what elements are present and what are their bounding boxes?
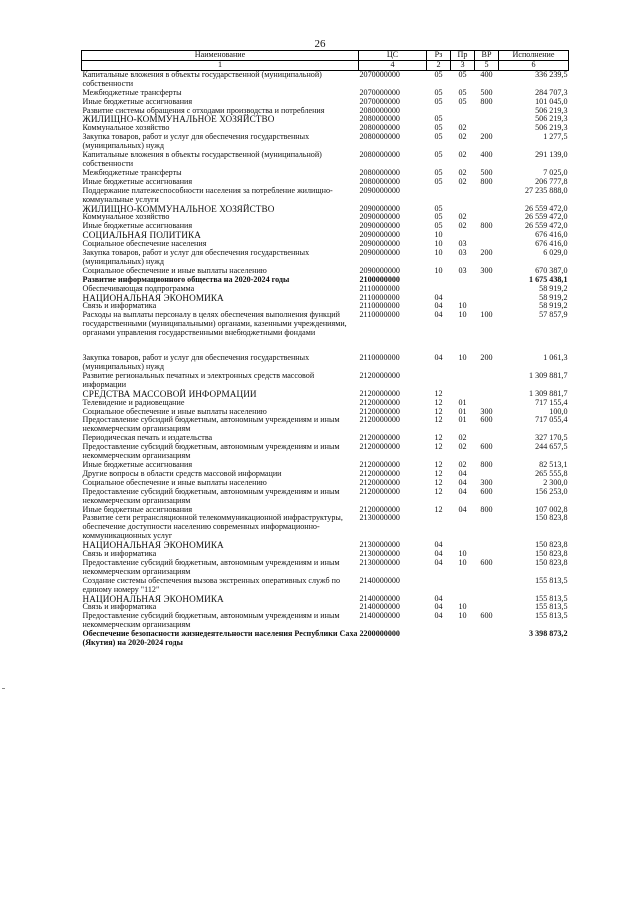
row-pr — [451, 372, 475, 390]
column-index-amount: 6 — [499, 61, 569, 71]
row-pr — [451, 514, 475, 541]
row-name: Расходы на выплаты персоналу в целях обеспечения выполнения функций государственными (муниципальными) органами, казенными учреждениями, органами управления государственными внебюджетными фондами — [82, 310, 347, 338]
row-name: Предоставление субсидий бюджетным, автономным учреждениям и иным некоммерческим организациям — [82, 557, 340, 576]
row-code: 2090000000 — [359, 239, 400, 249]
row-code: 2120000000 — [359, 504, 400, 514]
row-amount: 717 055,4 — [535, 415, 568, 425]
row-code: 2120000000 — [359, 406, 400, 416]
row-pr: 02 — [458, 221, 467, 231]
row-name: Развитие информационного общества на 2020-2024 годы — [82, 274, 290, 284]
row-spacer-cell — [82, 338, 569, 354]
row-amount: 676 416,0 — [535, 230, 568, 240]
row-name: Коммунальное хозяйство — [82, 123, 170, 133]
row-pr: 03 — [458, 239, 467, 249]
row-code: 2140000000 — [359, 602, 400, 612]
row-code: 2080000000 — [359, 150, 400, 160]
column-index-pr: 3 — [451, 61, 475, 71]
row-name: Коммунальное хозяйство — [82, 212, 170, 222]
row-pr: 10 — [458, 602, 467, 612]
row-code: 2070000000 — [359, 87, 400, 97]
row-pr: 02 — [458, 433, 467, 443]
column-header-name: Наименование — [82, 51, 359, 61]
row-rz: 04 — [434, 611, 443, 621]
row-pr: 02 — [458, 167, 467, 177]
row-vr — [475, 595, 499, 604]
row-pr: 01 — [458, 397, 467, 407]
row-amount: 676 416,0 — [535, 239, 568, 249]
row-rz: 12 — [434, 442, 443, 452]
row-amount: 327 170,5 — [535, 433, 568, 443]
row-name: Социальное обеспечение населения — [82, 239, 207, 249]
table-row — [82, 249, 569, 267]
row-amount: 1 309 881,7 — [529, 370, 568, 380]
column-index-rz: 2 — [427, 61, 451, 71]
row-amount: 2 300,0 — [543, 477, 568, 487]
row-rz: 05 — [434, 221, 443, 231]
row-code: 2090000000 — [359, 185, 400, 195]
row-vr — [475, 294, 499, 303]
row-rz: 05 — [434, 69, 443, 79]
row-vr: 600 — [480, 442, 493, 452]
row-rz — [427, 630, 451, 648]
row-name: Обеспечение безопасности жизнедеятельности населения Республики Саха (Якутия) на 2020-2024 годы — [82, 629, 358, 648]
row-code: 2120000000 — [359, 459, 400, 469]
row-amount: 57 857,9 — [539, 310, 568, 320]
column-index-code: 4 — [359, 61, 427, 71]
row-vr: 300 — [480, 477, 493, 487]
row-pr: 02 — [458, 212, 467, 222]
column-header-pr: Пр — [451, 51, 475, 61]
row-amount: 1 277,5 — [543, 132, 568, 142]
row-name: Капитальные вложения в объекты государственной (муниципальной) собственности — [82, 150, 322, 168]
row-amount: 150 823,8 — [535, 513, 568, 523]
row-amount: 58 919,2 — [539, 292, 568, 302]
row-pr: 02 — [458, 123, 467, 133]
row-rz: 12 — [434, 397, 443, 407]
row-rz: 04 — [434, 593, 443, 603]
row-rz: 12 — [434, 415, 443, 425]
row-amount: 670 387,0 — [535, 265, 568, 275]
row-name: НАЦИОНАЛЬНАЯ ЭКОНОМИКА — [82, 593, 224, 604]
table-row — [82, 612, 569, 630]
row-pr: 03 — [458, 248, 467, 258]
table-row — [82, 488, 569, 506]
row-rz: 05 — [434, 96, 443, 106]
row-pr — [451, 630, 475, 648]
row-vr: 800 — [480, 176, 493, 186]
row-pr: 04 — [458, 477, 467, 487]
row-code: 2120000000 — [359, 477, 400, 487]
row-code: 2140000000 — [359, 611, 400, 621]
row-amount: 26 559 472,0 — [525, 203, 568, 213]
row-name: Закупка товаров, работ и услуг для обеспечения государственных (муниципальных) нужд — [82, 353, 310, 371]
row-name: Предоставление субсидий бюджетным, автономным учреждениям и иным некоммерческим организациям — [82, 415, 340, 434]
row-amount: 150 823,8 — [535, 557, 568, 567]
row-amount: 156 253,0 — [535, 486, 568, 496]
row-code: 2080000000 — [359, 176, 400, 186]
row-rz: 05 — [434, 176, 443, 186]
row-amount: 7 025,0 — [543, 167, 568, 177]
row-code: 2090000000 — [359, 230, 400, 240]
row-amount: 244 657,5 — [535, 442, 568, 452]
row-vr: 600 — [480, 611, 493, 621]
row-vr: 200 — [480, 248, 493, 258]
row-pr — [451, 187, 475, 205]
row-vr — [475, 285, 499, 294]
row-pr: 10 — [458, 611, 467, 621]
row-pr — [451, 107, 475, 116]
row-name: Предоставление субсидий бюджетным, автономным учреждениям и иным некоммерческим организациям — [82, 611, 340, 630]
row-pr: 03 — [458, 265, 467, 275]
row-rz: 04 — [434, 310, 443, 320]
row-code: 2090000000 — [359, 265, 400, 275]
row-pr: 02 — [458, 459, 467, 469]
table-row — [82, 311, 569, 338]
table-row — [82, 559, 569, 577]
table-index-row — [82, 61, 569, 71]
row-code: 2090000000 — [359, 203, 400, 213]
row-code: 2080000000 — [359, 114, 400, 124]
row-code: 2120000000 — [359, 388, 400, 398]
row-name: Обеспечивающая подпрограмма — [82, 283, 195, 293]
row-amount: 155 813,5 — [535, 602, 568, 612]
row-pr: 10 — [458, 310, 467, 320]
row-vr: 200 — [480, 132, 493, 142]
row-amount: 150 823,8 — [535, 549, 568, 559]
row-pr — [451, 577, 475, 595]
column-index-vr: 5 — [475, 61, 499, 71]
column-header-rz: Рз — [427, 51, 451, 61]
row-code: 2080000000 — [359, 132, 400, 142]
row-name: Поддержание платежеспособности населения за потребление жилищно-коммунальные услуги — [82, 185, 333, 204]
row-rz: 04 — [434, 292, 443, 302]
row-pr: 05 — [458, 69, 467, 79]
row-pr: 05 — [458, 96, 467, 106]
row-code: 2130000000 — [359, 513, 400, 523]
row-amount: 26 559 472,0 — [525, 212, 568, 222]
row-name: Закупка товаров, работ и услуг для обеспечения государственных (муниципальных) нужд — [82, 248, 310, 266]
row-code: 2070000000 — [359, 96, 400, 106]
row-pr: 01 — [458, 415, 467, 425]
row-amount: 1 061,3 — [543, 353, 568, 363]
row-code: 2110000000 — [359, 292, 400, 302]
row-pr: 02 — [458, 132, 467, 142]
row-name: Социальное обеспечение и иные выплаты населению — [82, 406, 267, 416]
row-name: Закупка товаров, работ и услуг для обеспечения государственных (муниципальных) нужд — [82, 132, 310, 151]
row-name: НАЦИОНАЛЬНАЯ ЭКОНОМИКА — [82, 292, 224, 303]
row-amount: 27 235 888,0 — [525, 185, 568, 195]
row-code: 2110000000 — [359, 283, 400, 293]
row-name: Предоставление субсидий бюджетным, автономным учреждениям и иным некоммерческим организациям — [82, 486, 340, 505]
row-code: 2090000000 — [359, 221, 400, 231]
row-code: 2100000000 — [359, 274, 400, 284]
row-pr: 04 — [458, 486, 467, 496]
row-code: 2120000000 — [359, 370, 400, 380]
row-name: Капитальные вложения в объекты государственной (муниципальной) собственности — [82, 69, 322, 88]
row-name: Развитие системы обращения с отходами производства и потребления — [82, 105, 325, 115]
row-code: 2110000000 — [359, 301, 400, 311]
row-name: Иные бюджетные ассигнования — [82, 96, 193, 106]
row-amount: 58 919,2 — [539, 301, 568, 311]
row-amount: 82 513,1 — [539, 459, 568, 469]
row-name: Межбюджетные трансферты — [82, 167, 182, 177]
row-name: СОЦИАЛЬНАЯ ПОЛИТИКА — [82, 230, 201, 241]
row-rz: 12 — [434, 477, 443, 487]
row-vr — [475, 372, 499, 390]
table-row — [82, 151, 569, 169]
row-amount: 336 239,5 — [535, 69, 568, 79]
row-amount: 206 777,8 — [535, 176, 568, 186]
row-amount: 291 139,0 — [535, 150, 568, 160]
row-amount: 100,0 — [549, 406, 568, 416]
row-amount: 506 219,3 — [535, 123, 568, 133]
row-rz: 12 — [434, 433, 443, 443]
table-body — [82, 70, 569, 648]
row-code: 2070000000 — [359, 69, 400, 79]
row-pr: 10 — [458, 353, 467, 363]
table-row — [82, 577, 569, 595]
row-vr — [475, 205, 499, 214]
row-code: 2200000000 — [359, 629, 400, 639]
row-pr: 05 — [458, 87, 467, 97]
row-pr: 10 — [458, 549, 467, 559]
row-rz — [427, 187, 451, 205]
row-amount: 506 219,3 — [535, 114, 568, 124]
row-vr — [475, 107, 499, 116]
row-amount: 107 002,8 — [535, 504, 568, 514]
row-vr — [475, 231, 499, 240]
row-vr: 800 — [480, 459, 493, 469]
row-vr: 800 — [480, 221, 493, 231]
row-pr — [451, 276, 475, 285]
row-vr: 800 — [480, 504, 493, 514]
table-row — [82, 187, 569, 205]
row-amount: 6 029,0 — [543, 248, 568, 258]
row-rz: 04 — [434, 353, 443, 363]
row-vr: 600 — [480, 557, 493, 567]
row-name: Социальное обеспечение и иные выплаты населению — [82, 477, 267, 487]
row-amount: 155 813,5 — [535, 611, 568, 621]
row-vr: 200 — [480, 353, 493, 363]
row-vr — [475, 630, 499, 648]
row-amount: 717 155,4 — [535, 397, 568, 407]
row-pr: 01 — [458, 406, 467, 416]
table-row — [82, 416, 569, 434]
row-name: ЖИЛИЩНО-КОММУНАЛЬНОЕ ХОЗЯЙСТВО — [82, 114, 275, 125]
row-vr: 600 — [480, 415, 493, 425]
row-code: 2080000000 — [359, 105, 400, 115]
row-spacer — [82, 338, 569, 354]
row-code: 2120000000 — [359, 397, 400, 407]
row-vr: 800 — [480, 96, 493, 106]
row-amount: 506 219,3 — [535, 105, 568, 115]
row-name: Развитие региональных печатных и электронных средств массовой информации — [82, 370, 315, 389]
row-rz: 05 — [434, 203, 443, 213]
row-vr: 500 — [480, 87, 493, 97]
row-rz: 12 — [434, 459, 443, 469]
row-name: Периодическая печать и издательства — [82, 433, 213, 443]
row-amount: 58 919,2 — [539, 283, 568, 293]
row-amount: 101 045,0 — [535, 96, 568, 106]
row-rz — [427, 577, 451, 595]
row-rz: 10 — [434, 265, 443, 275]
row-vr: 100 — [480, 310, 493, 320]
row-rz: 04 — [434, 301, 443, 311]
row-name: НАЦИОНАЛЬНАЯ ЭКОНОМИКА — [82, 540, 224, 551]
row-pr: 04 — [458, 468, 467, 478]
row-rz: 10 — [434, 230, 443, 240]
row-vr — [475, 514, 499, 541]
column-index-name: 1 — [82, 61, 359, 71]
row-vr: 500 — [480, 167, 493, 177]
row-code: 2120000000 — [359, 468, 400, 478]
row-vr: 300 — [480, 406, 493, 416]
table-row — [82, 354, 569, 372]
column-header-vr: ВР — [475, 51, 499, 61]
row-pr: 02 — [458, 150, 467, 160]
scan-mark — [2, 688, 5, 689]
row-rz: 12 — [434, 406, 443, 416]
row-pr: 02 — [458, 442, 467, 452]
row-name: Иные бюджетные ассигнования — [82, 221, 193, 231]
row-rz: 12 — [434, 468, 443, 478]
row-name: Предоставление субсидий бюджетным, автономным учреждениям и иным некоммерческим организациям — [82, 442, 340, 461]
row-vr: 400 — [480, 150, 493, 160]
row-vr: 300 — [480, 265, 493, 275]
row-rz: 05 — [434, 87, 443, 97]
row-amount: 155 813,5 — [535, 575, 568, 585]
row-code: 2110000000 — [359, 353, 400, 363]
row-code: 2110000000 — [359, 310, 400, 320]
row-rz — [427, 514, 451, 541]
row-code: 2130000000 — [359, 549, 400, 559]
row-name: Иные бюджетные ассигнования — [82, 459, 193, 469]
row-name: СРЕДСТВА МАССОВОЙ ИНФОРМАЦИИ — [82, 388, 257, 399]
row-rz: 04 — [434, 540, 443, 550]
table-row — [82, 133, 569, 151]
table-header-row — [82, 51, 569, 61]
row-code: 2120000000 — [359, 433, 400, 443]
row-amount: 265 555,8 — [535, 468, 568, 478]
row-name: Связь и информатика — [82, 549, 157, 559]
row-code: 2140000000 — [359, 575, 400, 585]
row-rz: 04 — [434, 549, 443, 559]
table-row — [82, 70, 569, 88]
row-amount: 155 813,5 — [535, 593, 568, 603]
row-amount: 284 707,3 — [535, 87, 568, 97]
row-rz: 12 — [434, 486, 443, 496]
row-rz: 04 — [434, 557, 443, 567]
row-vr — [475, 390, 499, 399]
row-code: 2080000000 — [359, 123, 400, 133]
row-vr — [475, 541, 499, 550]
row-rz: 05 — [434, 114, 443, 124]
row-name: Межбюджетные трансферты — [82, 87, 182, 97]
row-vr: 600 — [480, 486, 493, 496]
row-code: 2120000000 — [359, 486, 400, 496]
column-header-code: ЦС — [359, 51, 427, 61]
row-rz: 10 — [434, 239, 443, 249]
row-amount: 1 309 881,7 — [529, 388, 568, 398]
row-rz: 05 — [434, 123, 443, 133]
row-rz: 10 — [434, 248, 443, 258]
row-code: 2140000000 — [359, 593, 400, 603]
row-rz — [427, 372, 451, 390]
row-amount: 150 823,8 — [535, 540, 568, 550]
row-name: Создание системы обеспечения вызова экстренных оперативных служб по единому номеру "112" — [82, 575, 340, 594]
row-name: Связь и информатика — [82, 301, 157, 311]
row-amount: 3 398 873,2 — [529, 629, 568, 639]
row-rz: 05 — [434, 150, 443, 160]
row-code: 2080000000 — [359, 167, 400, 177]
table-row — [82, 630, 569, 648]
table-row — [82, 372, 569, 390]
page-number: 26 — [314, 38, 326, 50]
row-rz: 12 — [434, 388, 443, 398]
row-name: Социальное обеспечение и иные выплаты населению — [82, 265, 267, 275]
row-vr — [475, 577, 499, 595]
row-rz: 12 — [434, 504, 443, 514]
row-name: Иные бюджетные ассигнования — [82, 504, 193, 514]
budget-table — [81, 50, 569, 648]
table-row — [82, 443, 569, 461]
row-code: 2130000000 — [359, 540, 400, 550]
column-header-amount: Исполнение — [499, 51, 569, 61]
row-rz: 05 — [434, 212, 443, 222]
row-name: Телевидение и радиовещание — [82, 397, 185, 407]
row-vr — [475, 115, 499, 124]
row-vr — [475, 276, 499, 285]
table-row — [82, 514, 569, 541]
row-pr: 04 — [458, 504, 467, 514]
row-pr: 02 — [458, 176, 467, 186]
row-vr — [475, 187, 499, 205]
row-vr: 400 — [480, 69, 493, 79]
row-rz — [427, 276, 451, 285]
row-code: 2120000000 — [359, 442, 400, 452]
row-code: 2090000000 — [359, 212, 400, 222]
row-amount: 1 675 438,1 — [529, 274, 568, 284]
row-code: 2120000000 — [359, 415, 400, 425]
row-name: Развитие сети ретрансляционной телекоммуникационной инфраструктуры, обеспечение доступности населению современных информационно-коммуникационных услуг — [82, 513, 343, 541]
row-code: 2090000000 — [359, 248, 400, 258]
row-name: Иные бюджетные ассигнования — [82, 176, 193, 186]
row-rz: 05 — [434, 132, 443, 142]
row-amount: 26 559 472,0 — [525, 221, 568, 231]
row-rz: 05 — [434, 167, 443, 177]
row-pr: 10 — [458, 301, 467, 311]
row-code: 2130000000 — [359, 557, 400, 567]
row-pr: 10 — [458, 557, 467, 567]
row-pr — [451, 285, 475, 294]
row-name: Другие вопросы в области средств массовой информации — [82, 468, 282, 478]
row-name: Связь и информатика — [82, 602, 157, 612]
row-rz: 04 — [434, 602, 443, 612]
row-name: ЖИЛИЩНО-КОММУНАЛЬНОЕ ХОЗЯЙСТВО — [82, 203, 275, 214]
